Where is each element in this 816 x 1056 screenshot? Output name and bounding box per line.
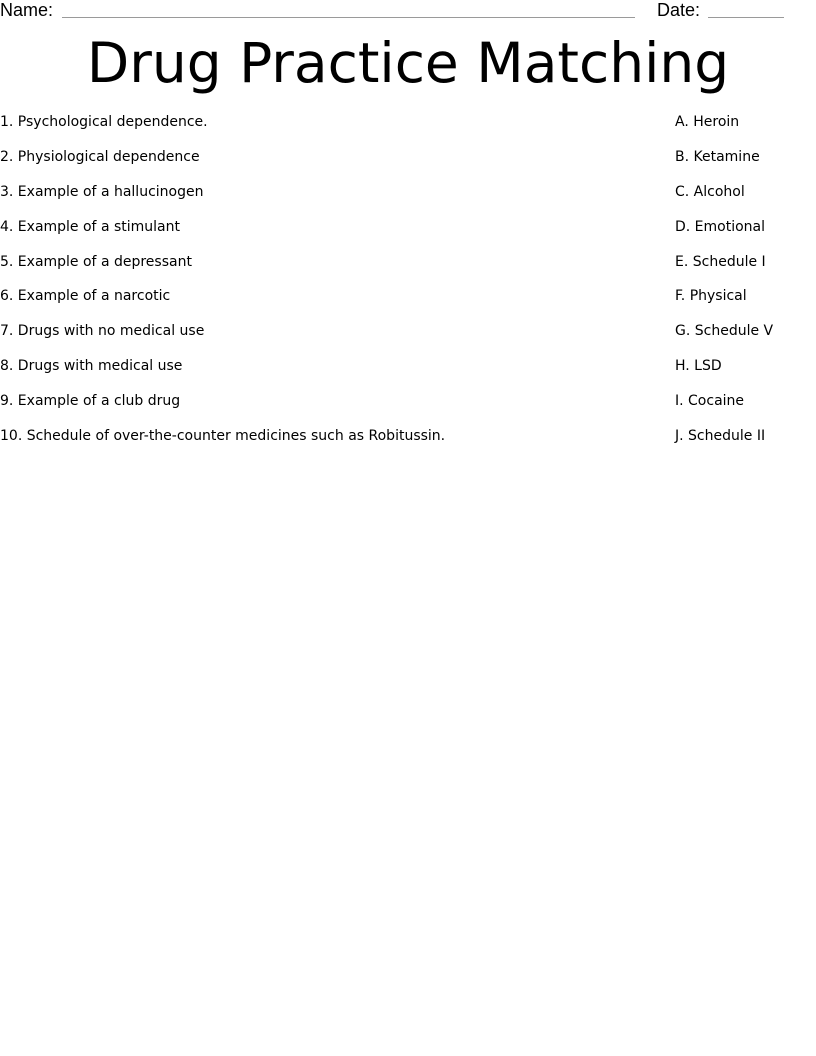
- question-item: 4. Example of a stimulant: [0, 218, 180, 235]
- question-item: 10. Schedule of over-the-counter medicines such as Robitussin.: [0, 428, 446, 445]
- name-blank-line: [62, 17, 635, 18]
- answer-item: G. Schedule V: [675, 323, 774, 340]
- answer-item: I. Cocaine: [675, 393, 745, 410]
- name-label: Name:: [0, 0, 54, 20]
- answer-item: F. Physical: [675, 288, 747, 305]
- answer-item: B. Ketamine: [675, 148, 760, 165]
- question-item: 6. Example of a narcotic: [0, 288, 171, 305]
- worksheet-header: [0, 0, 816, 22]
- question-item: 1. Psychological dependence.: [0, 114, 208, 130]
- answer-item: H. LSD: [675, 358, 722, 375]
- date-blank-line: [708, 17, 784, 18]
- question-item: 3. Example of a hallucinogen: [0, 183, 204, 200]
- answer-item: C. Alcohol: [675, 183, 745, 200]
- answer-item: D. Emotional: [675, 218, 766, 235]
- worksheet-title: Drug Practice Matching: [86, 31, 730, 95]
- question-item: 9. Example of a club drug: [0, 393, 181, 410]
- question-list: [0, 110, 640, 459]
- date-label: Date:: [657, 0, 701, 20]
- answer-item: J. Schedule II: [675, 428, 766, 445]
- answer-item: E. Schedule I: [675, 253, 766, 270]
- question-item: 5. Example of a depressant: [0, 253, 192, 270]
- answer-list: [675, 110, 816, 459]
- answer-item: A. Heroin: [675, 114, 740, 130]
- question-item: 8. Drugs with medical use: [0, 358, 183, 375]
- question-item: 2. Physiological dependence: [0, 148, 200, 165]
- question-item: 7. Drugs with no medical use: [0, 323, 205, 340]
